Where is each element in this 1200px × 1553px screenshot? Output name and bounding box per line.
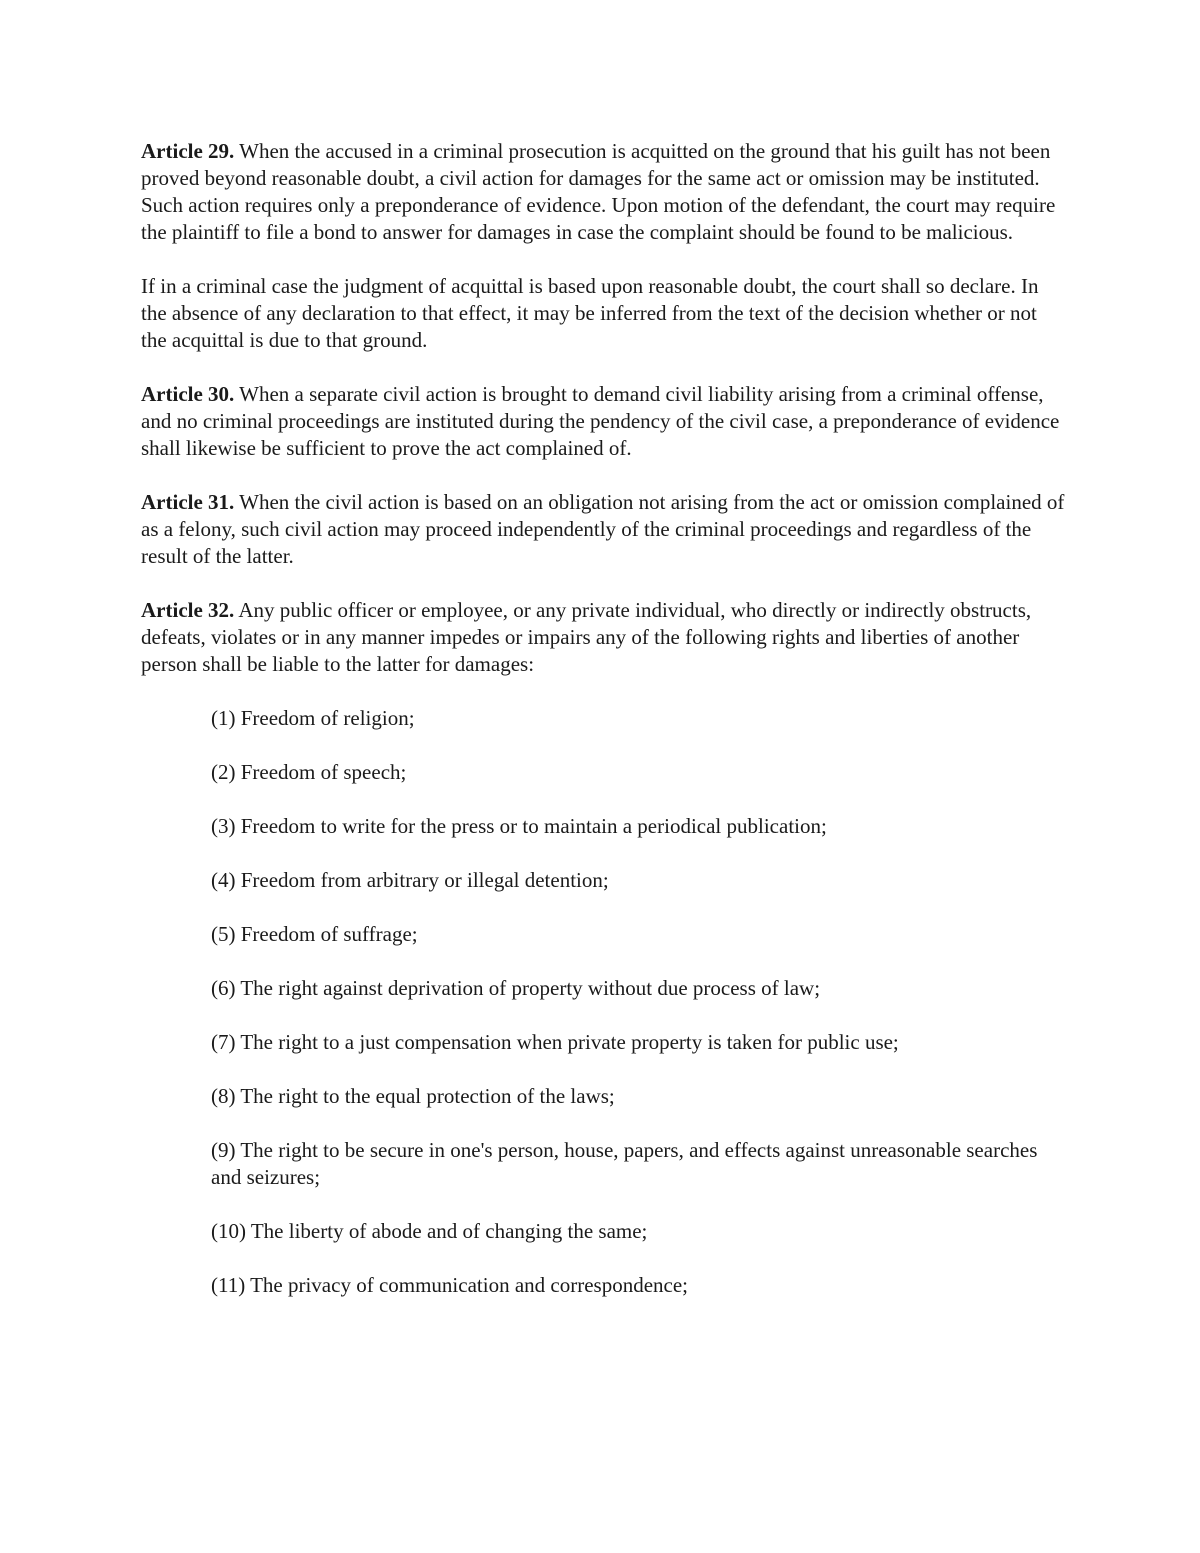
article-29-text: When the accused in a criminal prosecution is acquitted on the ground that his guilt has not been proved beyond reasonable doubt, a civil action for damages for the same act or omission may be instituted. Such action requires only a preponderance of evidence. Upon motion of the defendant, the court may require the plaintiff to file a bond to answer for damages in case the complaint should be found to be malicious. xyxy=(141,139,1056,244)
article-32-label: Article 32. xyxy=(141,598,235,622)
document-body xyxy=(141,138,1066,1326)
article-31-label: Article 31. xyxy=(141,490,235,514)
rights-list-item: (7) The right to a just compensation when private property is taken for public use; xyxy=(211,1030,899,1054)
rights-list-item: (5) Freedom of suffrage; xyxy=(211,922,418,946)
rights-list-item: (2) Freedom of speech; xyxy=(211,760,407,784)
article-29-label: Article 29. xyxy=(141,139,235,163)
article-31-text: When the civil action is based on an obligation not arising from the act or omission complained of as a felony, such civil action may proceed independently of the criminal proceedings and regardless of the result of the latter. xyxy=(141,490,1065,568)
rights-list-item: (8) The right to the equal protection of the laws; xyxy=(211,1084,615,1108)
rights-list-item: (4) Freedom from arbitrary or illegal detention; xyxy=(211,868,609,892)
rights-list-item: (6) The right against deprivation of property without due process of law; xyxy=(211,976,821,1000)
article-32-text: Any public officer or employee, or any private individual, who directly or indirectly obstructs, defeats, violates or in any manner impedes or impairs any of the following rights and liberties of another person shall be liable to the latter for damages: xyxy=(141,598,1032,676)
article-29-paragraph xyxy=(141,138,1066,246)
article-31-paragraph xyxy=(141,489,1066,570)
rights-list xyxy=(141,705,1066,1299)
article-30-paragraph xyxy=(141,381,1066,462)
rights-list-item: (1) Freedom of religion; xyxy=(211,706,415,730)
article-32-paragraph xyxy=(141,597,1066,678)
rights-list-item: (9) The right to be secure in one's person, house, papers, and effects against unreasonable searches and seizures; xyxy=(211,1138,1038,1189)
article-29-second-paragraph: If in a criminal case the judgment of acquittal is based upon reasonable doubt, the court shall so declare. In the absence of any declaration to that effect, it may be inferred from the text of the decision whether or not the acquittal is due to that ground. xyxy=(141,274,1039,352)
article-30-label: Article 30. xyxy=(141,382,235,406)
rights-list-item: (3) Freedom to write for the press or to maintain a periodical publication; xyxy=(211,814,827,838)
rights-list-item: (11) The privacy of communication and correspondence; xyxy=(211,1273,688,1297)
rights-list-item: (10) The liberty of abode and of changing the same; xyxy=(211,1219,648,1243)
article-30-text: When a separate civil action is brought to demand civil liability arising from a criminal offense, and no criminal proceedings are instituted during the pendency of the civil case, a preponderance of evidence shall likewise be sufficient to prove the act complained of. xyxy=(141,382,1060,460)
